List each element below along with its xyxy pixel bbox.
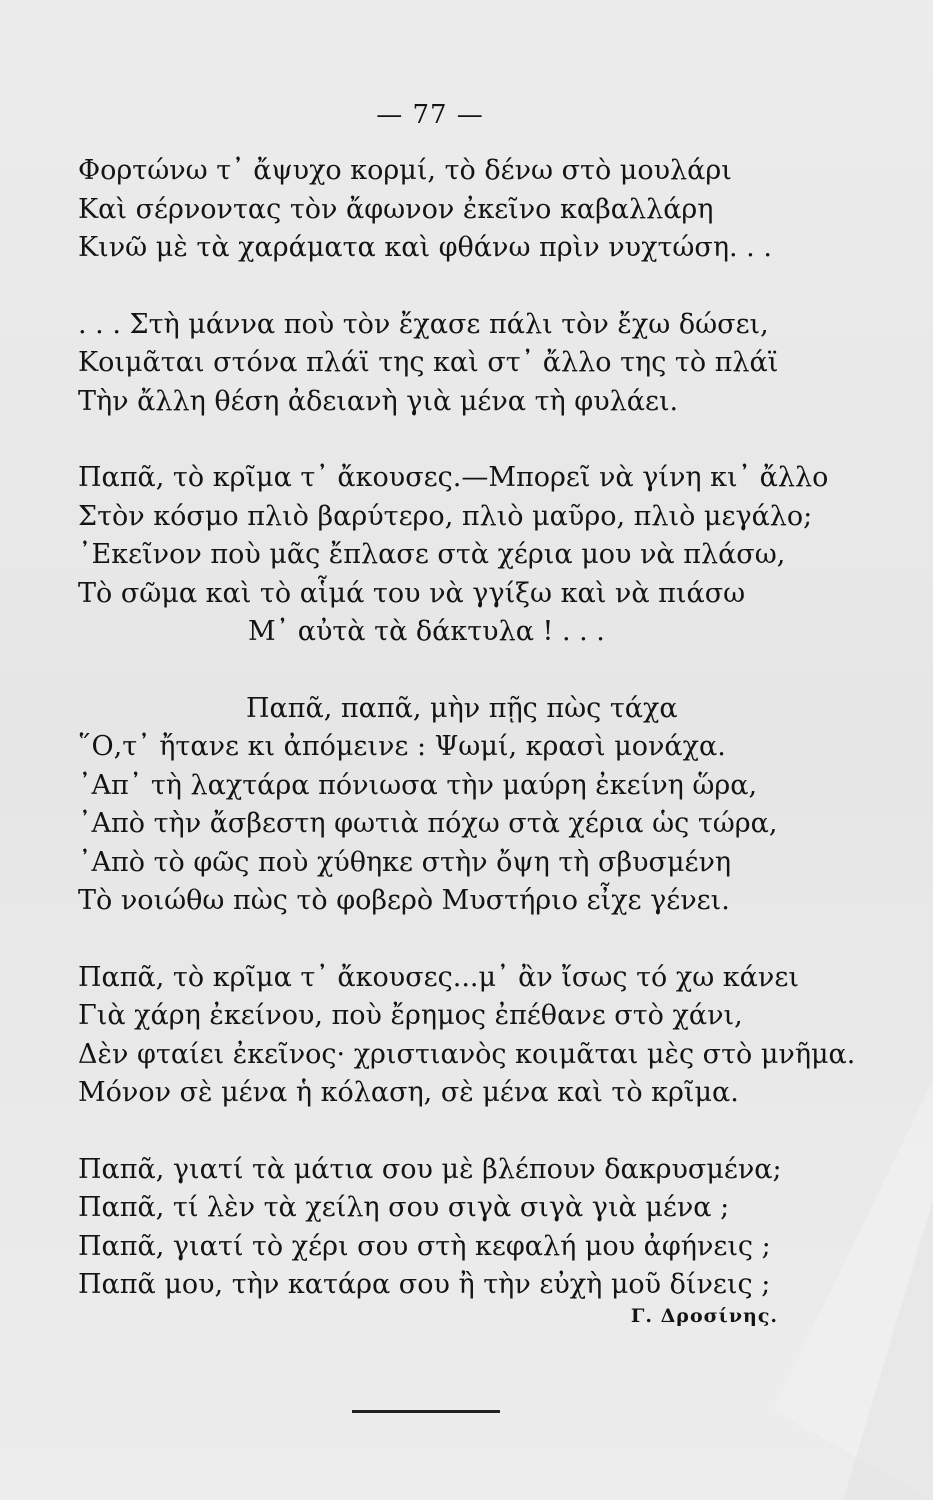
page-number: — 77 — [376, 100, 484, 130]
poem-line: Γιὰ χάρη ἐκείνου, ποὺ ἔρημος ἐπέθανε στὸ χάνι, [78, 1000, 743, 1031]
poem-line: Παπᾶ, τὸ κρῖμα τ᾽ ἄκουσες...μ᾽ ἂν ἴσως τό χω κάνει [78, 961, 799, 993]
poem-line: Παπᾶ, τί λὲν τὰ χείλη σου σιγὰ σιγὰ γιὰ μένα ; [78, 1192, 730, 1223]
poem-line: ῞Ο,τ᾽ ἤτανε κι ἀπόμεινε : Ψωμί, κρασὶ μονάχα. [78, 731, 726, 762]
poem-line: ᾽Απὸ τὸ φῶς ποὺ χύθηκε στὴν ὄψη τὴ σβυσμένη [78, 846, 732, 878]
closing-rule [352, 1410, 500, 1413]
stanza-4 [78, 690, 838, 921]
poem-line: Κοιμᾶται στόνα πλάϊ της καὶ στ᾽ ἄλλο της τὸ πλάϊ [78, 347, 779, 378]
poem-line: Φορτώνω τ᾽ ἄψυχο κορμί, τὸ δένω στὸ μουλάρι [78, 155, 732, 186]
poem-line: Μόνον σὲ μένα ἡ κόλαση, σὲ μένα καὶ τὸ κρῖμα. [78, 1077, 739, 1108]
page-fold-shadow [713, 1080, 933, 1500]
poem-line: Δὲν φταίει ἐκεῖνος· χριστιανὸς κοιμᾶται μὲς στὸ μνῆμα. [78, 1038, 856, 1070]
poem-line: Τὸ νοιώθω πὼς τὸ φοβερὸ Μυστήριο εἶχε γένει. [78, 885, 730, 916]
poem-line: Τὸ σῶμα καὶ τὸ αἷμά του νὰ γγίξω καὶ νὰ πιάσω [78, 577, 746, 609]
poem-line: . . . Στὴ μάννα ποὺ τὸν ἔχασε πάλι τὸν ἔχω δώσει, [78, 308, 769, 340]
stanza-2 [78, 306, 838, 422]
poem-line-indented: Παπᾶ, παπᾶ, μὴν πῇς πὼς τάχα [246, 692, 678, 724]
poem-line: Παπᾶ, γιατί τὰ μάτια σου μὲ βλέπουν δακρυσμένα; [78, 1153, 782, 1185]
stanza-3 [78, 459, 838, 652]
poem-line-indented: Μ᾽ αὐτὰ τὰ δάκτυλα ! . . . [248, 616, 605, 647]
stanza-1 [78, 152, 838, 268]
poem-line: Τὴν ἄλλη θέση ἀδειανὴ γιὰ μένα τὴ φυλάει. [78, 385, 679, 417]
poem-line: Παπᾶ μου, τὴν κατάρα σου ἢ τὴν εὐχὴ μοῦ δίνεις ; [78, 1269, 771, 1300]
poem-line: ᾽Απ᾽ τὴ λαχτάρα πόνιωσα τὴν μαύρη ἐκείνη ὥρα, [78, 769, 758, 801]
poem-line: ᾽Εκεῖνον ποὺ μᾶς ἔπλασε στὰ χέρια μου νὰ πλάσω, [78, 539, 786, 570]
poem-line: ᾽Απὸ τὴν ἄσβεστη φωτιὰ πόχω στὰ χέρια ὡς τώρα, [78, 808, 778, 839]
poem-line: Παπᾶ, τὸ κρῖμα τ᾽ ἄκουσες.—Μπορεῖ νὰ γίνη κι᾽ ἄλλο [78, 462, 829, 493]
poem-line: Καὶ σέρνοντας τὸν ἄφωνον ἐκεῖνο καβαλλάρη [78, 193, 714, 225]
poem-line: Παπᾶ, γιατί τὸ χέρι σου στὴ κεφαλή μου ἀφήνεις ; [78, 1230, 771, 1262]
poem-line: Στὸν κόσμο πλιὸ βαρύτερο, πλιὸ μαῦρο, πλιὸ μεγάλο; [78, 500, 813, 532]
author-signature: Γ. Δροσίνης. [630, 1305, 778, 1327]
poem-line: Κινῶ μὲ τὰ χαράματα καὶ φθάνω πρὶν νυχτώση. . . [78, 232, 772, 263]
